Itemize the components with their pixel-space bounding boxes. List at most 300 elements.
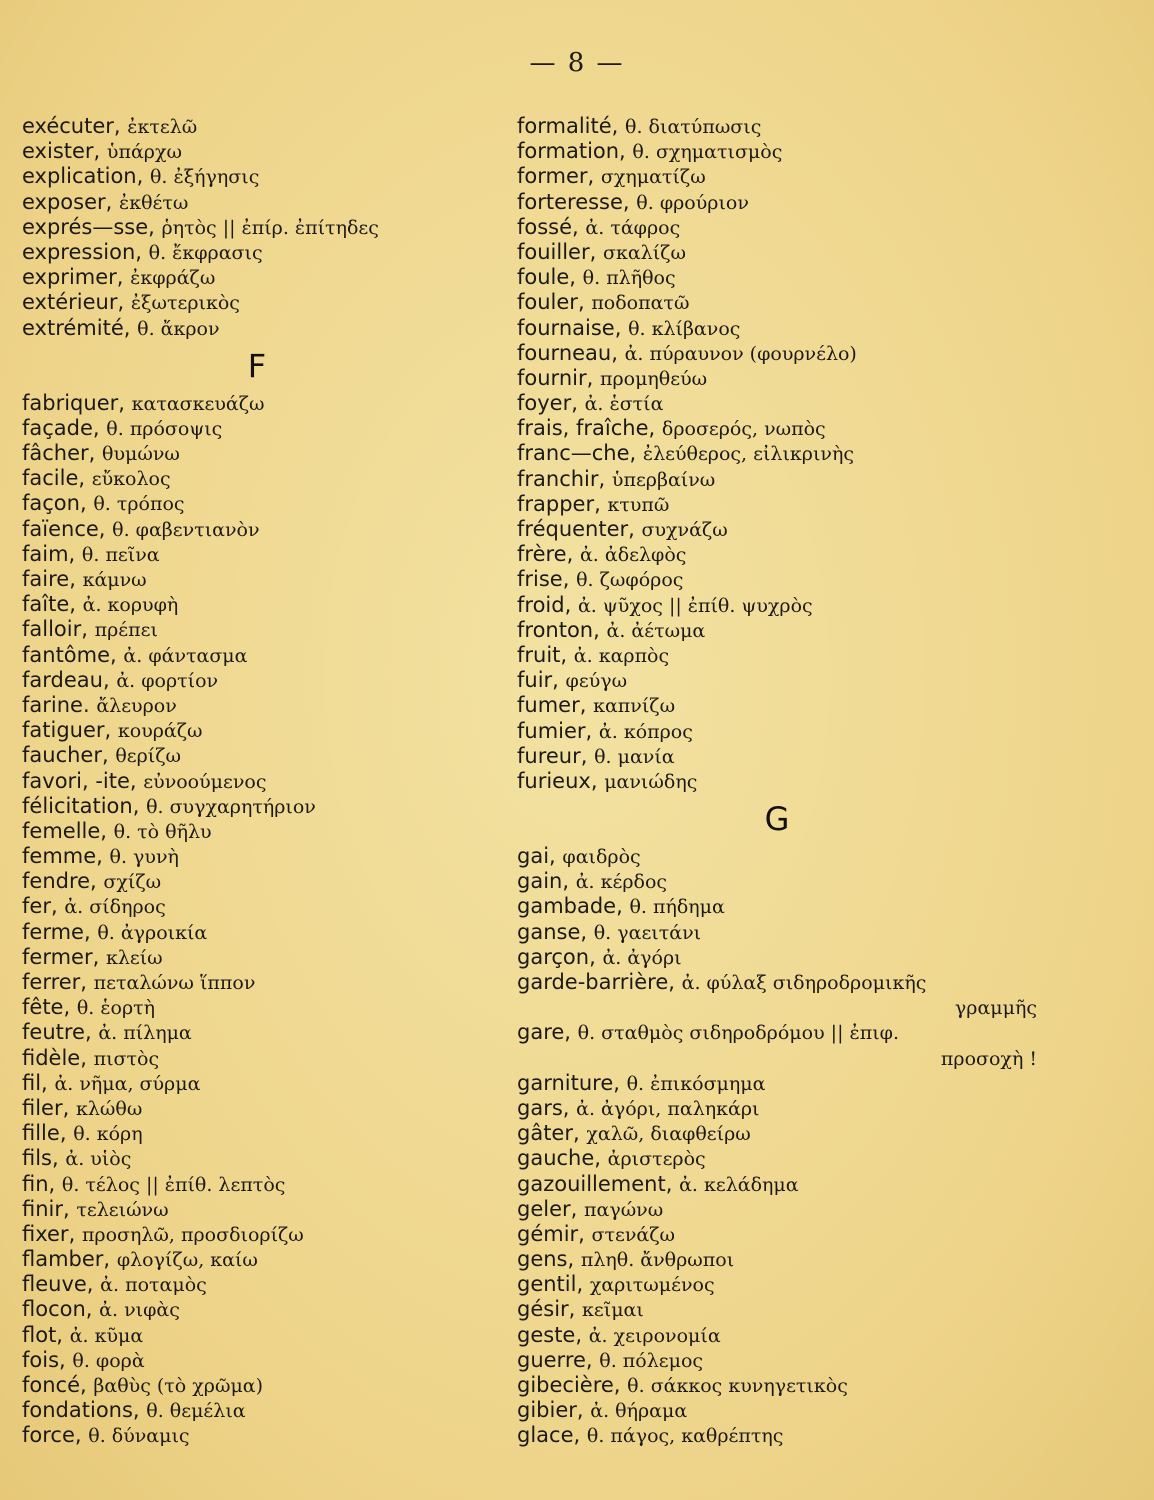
french-headword: exprimer, xyxy=(22,265,124,290)
greek-translation: θ. πλῆθος xyxy=(582,267,676,290)
greek-translation: προσηλῶ, προσδιορίζω xyxy=(81,1223,304,1246)
greek-translation: χαριτωμένος xyxy=(589,1274,715,1297)
dictionary-entry xyxy=(22,718,492,743)
dictionary-entry xyxy=(517,1423,1037,1448)
entry-continuation xyxy=(517,995,1037,1020)
french-headword: exposer, xyxy=(22,189,113,214)
french-headword: fournir, xyxy=(517,365,594,390)
dictionary-entry xyxy=(517,1398,1037,1423)
dictionary-entry xyxy=(22,693,492,718)
french-headword: gare, xyxy=(517,1020,571,1045)
dictionary-entry xyxy=(22,945,492,970)
french-headword: félicitation, xyxy=(22,793,140,818)
dictionary-entry xyxy=(22,995,492,1020)
dictionary-entry xyxy=(517,139,1037,164)
french-headword: filer, xyxy=(22,1095,70,1120)
french-headword: fossé, xyxy=(517,214,579,239)
greek-translation: κεῖμαι xyxy=(582,1299,644,1322)
dictionary-entry xyxy=(22,894,492,919)
greek-translation: πεταλώνω ἵππον xyxy=(93,972,256,994)
greek-translation: σχίζω xyxy=(103,871,162,894)
french-headword: gibecière, xyxy=(517,1373,621,1397)
dictionary-entry xyxy=(517,1146,1037,1171)
greek-translation: θ. πήδημα xyxy=(629,896,725,919)
french-headword: guerre, xyxy=(517,1347,593,1372)
french-headword: fruit, xyxy=(517,642,568,667)
french-headword: fabriquer, xyxy=(22,390,125,415)
greek-translation: πιστὸς xyxy=(93,1047,160,1070)
greek-translation: σχηματίζω xyxy=(600,166,706,189)
greek-translation: θ. συγχαρητήριον xyxy=(146,795,316,818)
french-headword: frais, fraîche, xyxy=(517,416,656,441)
dictionary-entry xyxy=(22,1046,492,1071)
french-headword: froid, xyxy=(517,592,572,617)
greek-translation: θ. κλίβανος xyxy=(628,317,741,340)
greek-translation: θ. κόρη xyxy=(73,1123,143,1146)
french-headword: garde-barrière, xyxy=(517,970,675,994)
french-headword: fumer, xyxy=(517,693,587,718)
greek-translation: θερίζω xyxy=(115,745,182,768)
entry-continuation xyxy=(517,1046,1037,1071)
dictionary-entry xyxy=(517,970,1037,995)
french-headword: fâcher, xyxy=(22,441,96,466)
dictionary-entry xyxy=(517,1096,1037,1121)
greek-translation: ἀ. ἀγόρι xyxy=(602,946,682,969)
dictionary-entry xyxy=(517,316,1037,341)
greek-translation: ὑπάρχω xyxy=(106,141,182,164)
french-headword: former, xyxy=(517,164,595,189)
greek-translation: δροσερός, νωπὸς xyxy=(661,418,826,441)
french-headword: gain, xyxy=(517,869,570,894)
greek-translation: ὑπερβαίνω xyxy=(611,468,716,491)
french-headword: flamber, xyxy=(22,1247,111,1272)
french-headword: fuir, xyxy=(517,668,559,693)
greek-translation: πρέπει xyxy=(94,619,158,642)
greek-translation: ποδοπατῶ xyxy=(591,292,690,315)
greek-translation: χαλῶ, διαφθείρω xyxy=(586,1123,751,1146)
greek-translation: θ. θεμέλια xyxy=(146,1400,246,1423)
french-headword: fantôme, xyxy=(22,642,117,667)
dictionary-entry xyxy=(517,1348,1037,1373)
greek-translation: βαθὺς (τὸ χρῶμα) xyxy=(93,1375,264,1397)
dictionary-entry xyxy=(22,466,492,491)
french-headword: fils, xyxy=(22,1146,59,1171)
dictionary-entry xyxy=(517,1247,1037,1272)
french-headword: fer, xyxy=(22,894,58,919)
french-headword: fournaise, xyxy=(517,315,622,340)
dictionary-entry xyxy=(22,114,492,139)
greek-translation: ἀ. φύλαξ σιδηροδρομικῆς xyxy=(681,972,927,994)
dictionary-entry xyxy=(22,491,492,516)
dictionary-entry xyxy=(22,190,492,215)
greek-translation: θ. πεῖνα xyxy=(81,543,160,566)
greek-translation: ἐκτελῶ xyxy=(127,116,198,138)
greek-translation: φλογίζω, καίω xyxy=(116,1249,258,1272)
dictionary-entry xyxy=(22,1423,492,1448)
dictionary-entry xyxy=(22,819,492,844)
greek-translation: ἀ. κῦμα xyxy=(69,1324,144,1347)
french-headword: fumier, xyxy=(517,718,593,743)
dictionary-entry xyxy=(517,1197,1037,1222)
greek-translation: εὔκολος xyxy=(91,468,171,491)
dictionary-entry xyxy=(517,593,1037,618)
french-headword: explication, xyxy=(22,164,144,189)
dictionary-entry xyxy=(517,416,1037,441)
french-headword: faucher, xyxy=(22,743,109,768)
dictionary-entry xyxy=(517,1172,1037,1197)
greek-translation: πληθ. ἄνθρωποι xyxy=(580,1249,735,1272)
dictionary-entry xyxy=(22,316,492,341)
greek-translation: ἀ. ἀγόρι, παληκάρι xyxy=(576,1097,760,1120)
greek-translation: θ. γυνὴ xyxy=(109,846,179,869)
dictionary-entry xyxy=(22,164,492,189)
french-headword: frère, xyxy=(517,542,574,567)
french-headword: ganse, xyxy=(517,919,588,944)
greek-translation: σκαλίζω xyxy=(602,241,686,264)
dictionary-entry xyxy=(22,592,492,617)
dictionary-entry xyxy=(22,139,492,164)
french-headword: foule, xyxy=(517,265,576,290)
greek-translation: ἀριστερὸς xyxy=(607,1148,706,1171)
french-headword: fendre, xyxy=(22,869,97,894)
dictionary-entry xyxy=(22,265,492,290)
greek-translation: ἀ. σίδηρος xyxy=(64,896,166,919)
french-headword: gâter, xyxy=(517,1121,580,1146)
french-headword: expression, xyxy=(22,239,142,264)
greek-translation: κλώθω xyxy=(75,1097,143,1120)
greek-translation: κλείω xyxy=(105,946,163,969)
french-headword: fête, xyxy=(22,995,71,1020)
french-headword: foncé, xyxy=(22,1373,87,1397)
greek-translation: θ. δύναμις xyxy=(88,1425,190,1448)
dictionary-entry xyxy=(22,794,492,819)
dictionary-entry xyxy=(517,441,1037,466)
french-headword: ferrer, xyxy=(22,970,87,994)
greek-translation: θ. πρόσοψις xyxy=(106,417,223,440)
dictionary-entry xyxy=(22,1323,492,1348)
greek-translation: ἀ. ἀέτωμα xyxy=(606,619,706,642)
greek-translation: προμηθεύω xyxy=(599,367,708,390)
greek-translation: καπνίζω xyxy=(593,695,676,718)
dictionary-entry xyxy=(22,391,492,416)
greek-translation: θ. διατύπωσις xyxy=(625,116,762,138)
dictionary-entry xyxy=(22,1146,492,1171)
french-headword: exprés—sse, xyxy=(22,214,155,239)
french-headword: fondations, xyxy=(22,1398,140,1423)
greek-translation: ἀ. ἑστία xyxy=(584,393,664,416)
dictionary-entry xyxy=(22,416,492,441)
greek-translation: θ. ἔκφρασις xyxy=(148,241,263,264)
french-headword: extérieur, xyxy=(22,290,125,315)
dictionary-entry xyxy=(517,945,1037,970)
french-headword: fouler, xyxy=(517,290,585,315)
greek-translation: θ. σταθμὸς σιδηροδρόμου || ἐπιφ. xyxy=(577,1022,899,1045)
dictionary-entry xyxy=(517,769,1037,794)
french-headword: fourneau, xyxy=(517,340,618,365)
french-headword: fil, xyxy=(22,1070,48,1095)
french-headword: feutre, xyxy=(22,1020,92,1045)
dictionary-entry xyxy=(22,517,492,542)
greek-translation: ἀ. κορυφὴ xyxy=(82,594,179,617)
greek-translation: ἐξωτερικὸς xyxy=(130,292,240,315)
french-headword: ferme, xyxy=(22,919,91,944)
dictionary-entry xyxy=(517,265,1037,290)
greek-translation: θ. ἀγροικία xyxy=(97,921,208,944)
french-headword: franchir, xyxy=(517,466,606,491)
greek-translation: θ. γαειτάνι xyxy=(593,921,702,944)
greek-translation: θ. ἄκρον xyxy=(137,317,220,340)
french-headword: gens, xyxy=(517,1247,575,1272)
dictionary-entry xyxy=(517,391,1037,416)
dictionary-entry xyxy=(517,894,1037,919)
greek-translation: θ. φορὰ xyxy=(72,1349,145,1372)
dictionary-entry xyxy=(22,869,492,894)
french-headword: gauche, xyxy=(517,1146,601,1171)
dictionary-entry xyxy=(517,114,1037,139)
dictionary-entry xyxy=(517,567,1037,592)
french-headword: gambade, xyxy=(517,894,623,919)
greek-translation: φεύγω xyxy=(565,670,628,693)
french-headword: geste, xyxy=(517,1322,583,1347)
greek-translation: εὐνοούμενος xyxy=(143,770,267,793)
greek-translation: ἀ. ψῦχος || ἐπίθ. ψυχρὸς xyxy=(577,594,813,617)
french-headword: façon, xyxy=(22,491,87,516)
greek-translation: θ. φαβεντιανὸν xyxy=(112,518,260,541)
french-headword: forteresse, xyxy=(517,189,630,214)
dictionary-entry xyxy=(517,668,1037,693)
greek-translation: ἀ. τάφρος xyxy=(585,216,681,239)
greek-translation: θ. σχηματισμὸς xyxy=(632,141,783,164)
greek-translation: θ. τέλος || ἐπίθ. λεπτὸς xyxy=(61,1173,286,1196)
dictionary-entry xyxy=(22,1247,492,1272)
french-headword: formalité, xyxy=(517,114,619,138)
french-headword: gentil, xyxy=(517,1272,584,1297)
french-headword: gars, xyxy=(517,1095,570,1120)
french-headword: fin, xyxy=(22,1171,56,1196)
french-headword: fidèle, xyxy=(22,1045,87,1070)
greek-translation: ἀ. φάντασμα xyxy=(123,644,248,667)
french-headword: faïence, xyxy=(22,516,106,541)
right-column xyxy=(517,114,1037,1449)
dictionary-entry xyxy=(517,1373,1037,1398)
french-headword: fureur, xyxy=(517,743,588,768)
dictionary-entry xyxy=(22,643,492,668)
greek-translation: γραμμῆς xyxy=(954,997,1037,1020)
dictionary-entry xyxy=(517,1121,1037,1146)
dictionary-entry xyxy=(22,1398,492,1423)
french-headword: flocon, xyxy=(22,1297,93,1322)
dictionary-entry xyxy=(517,1323,1037,1348)
page-number: — 8 — xyxy=(529,48,625,78)
dictionary-entry xyxy=(517,719,1037,744)
dictionary-entry xyxy=(22,1348,492,1373)
dictionary-entry xyxy=(517,618,1037,643)
greek-translation: θ. τὸ θῆλυ xyxy=(113,820,212,843)
greek-translation: τελειώνω xyxy=(76,1198,169,1221)
greek-translation: παγώνω xyxy=(584,1198,664,1221)
greek-translation: ἄλευρον xyxy=(96,694,177,717)
greek-translation: μανιώδης xyxy=(604,770,698,793)
dictionary-entry xyxy=(517,366,1037,391)
dictionary-entry xyxy=(22,668,492,693)
dictionary-entry xyxy=(22,1096,492,1121)
greek-translation: ἀ. πίλημα xyxy=(98,1022,192,1045)
greek-translation: ἐκθέτω xyxy=(119,191,189,214)
greek-translation: ἐλεύθερος, εἰλικρινὴς xyxy=(642,443,854,466)
greek-translation: ἀ. φορτίον xyxy=(116,669,219,692)
french-headword: fatiguer, xyxy=(22,718,112,743)
french-headword: gai, xyxy=(517,844,556,869)
dictionary-entry xyxy=(517,643,1037,668)
dictionary-entry xyxy=(22,290,492,315)
dictionary-entry xyxy=(517,1020,1037,1045)
dictionary-entry xyxy=(517,744,1037,769)
french-headword: femelle, xyxy=(22,818,107,843)
dictionary-entry xyxy=(22,240,492,265)
french-headword: garniture, xyxy=(517,1070,620,1095)
french-headword: garçon, xyxy=(517,944,596,969)
dictionary-entry xyxy=(22,743,492,768)
dictionary-entry xyxy=(517,341,1037,366)
left-column xyxy=(22,114,492,1449)
french-headword: flot, xyxy=(22,1322,63,1347)
greek-translation: ῥητὸς || ἐπίρ. ἐπίτηδες xyxy=(161,216,379,239)
french-headword: fréquenter, xyxy=(517,517,635,541)
french-headword: gibier, xyxy=(517,1398,584,1423)
dictionary-entry xyxy=(22,844,492,869)
french-headword: exécuter, xyxy=(22,114,121,138)
dictionary-entry xyxy=(517,517,1037,542)
french-headword: favori, -ite, xyxy=(22,768,137,793)
french-headword: formation, xyxy=(517,139,626,164)
dictionary-entry xyxy=(22,567,492,592)
dictionary-entry xyxy=(517,492,1037,517)
french-headword: faire, xyxy=(22,567,76,591)
greek-translation: ἀ. νιφὰς xyxy=(99,1299,180,1322)
dictionary-entry xyxy=(22,1020,492,1045)
french-headword: fois, xyxy=(22,1347,66,1372)
dictionary-entry xyxy=(517,190,1037,215)
greek-translation: κάμνω xyxy=(82,569,147,591)
french-headword: faîte, xyxy=(22,592,76,617)
dictionary-entry xyxy=(22,1121,492,1146)
greek-translation: ἀ. νῆμα, σύρμα xyxy=(54,1072,201,1095)
french-headword: frapper, xyxy=(517,491,601,516)
french-headword: furieux, xyxy=(517,768,598,793)
greek-translation: θ. ἐξήγησις xyxy=(149,166,260,189)
french-headword: gémir, xyxy=(517,1221,585,1246)
dictionary-entry xyxy=(517,869,1037,894)
greek-translation: θυμώνω xyxy=(102,443,180,466)
dictionary-entry xyxy=(22,441,492,466)
french-headword: fleuve, xyxy=(22,1272,94,1297)
french-headword: fouiller, xyxy=(517,239,597,264)
greek-translation: θ. μανία xyxy=(594,745,675,768)
french-headword: faim, xyxy=(22,541,76,566)
greek-translation: ἀ. καρπὸς xyxy=(573,644,670,667)
french-headword: femme, xyxy=(22,844,103,869)
french-headword: foyer, xyxy=(517,391,578,416)
greek-translation: ἀ. ποταμὸς xyxy=(100,1274,207,1297)
greek-translation: θ. πάγος, καθρέπτης xyxy=(586,1425,784,1448)
greek-translation: θ. φρούριον xyxy=(636,191,749,214)
dictionary-entry xyxy=(517,290,1037,315)
greek-translation: κτυπῶ xyxy=(607,493,670,516)
dictionary-entry xyxy=(22,970,492,995)
dictionary-entry xyxy=(22,215,492,240)
dictionary-entry xyxy=(517,542,1037,567)
greek-translation: κατασκευάζω xyxy=(131,392,265,415)
dictionary-entry xyxy=(517,844,1037,869)
greek-translation: κουράζω xyxy=(117,720,203,743)
french-headword: gazouillement, xyxy=(517,1171,673,1196)
french-headword: fille, xyxy=(22,1121,67,1146)
dictionary-entry xyxy=(517,1297,1037,1322)
french-headword: farine. xyxy=(22,692,90,717)
french-headword: gésir, xyxy=(517,1297,576,1322)
greek-translation: ἀ. κόπρος xyxy=(598,720,693,743)
dictionary-entry xyxy=(22,542,492,567)
french-headword: façade, xyxy=(22,415,100,440)
greek-translation: θ. ἐπικόσμημα xyxy=(626,1072,766,1095)
french-headword: exister, xyxy=(22,139,101,164)
section-letter: G xyxy=(764,800,790,839)
dictionary-entry xyxy=(22,1071,492,1096)
dictionary-entry xyxy=(517,215,1037,240)
french-headword: force, xyxy=(22,1423,82,1448)
dictionary-entry xyxy=(22,1297,492,1322)
greek-translation: συχνάζω xyxy=(641,519,728,541)
dictionary-entry xyxy=(517,240,1037,265)
section-letter: F xyxy=(247,346,267,385)
greek-translation: θ. τρόπος xyxy=(93,493,185,516)
greek-translation: ἀ. χειρονομία xyxy=(588,1324,721,1347)
dictionary-entry xyxy=(517,164,1037,189)
french-headword: franc—che, xyxy=(517,441,637,466)
dictionary-entry xyxy=(22,769,492,794)
greek-translation: θ. σάκκος κυνηγετικὸς xyxy=(627,1375,848,1397)
french-headword: fardeau, xyxy=(22,667,110,692)
dictionary-entry xyxy=(22,1222,492,1247)
greek-translation: θ. ἑορτὴ xyxy=(76,997,156,1020)
greek-translation: φαιδρὸς xyxy=(562,846,641,869)
greek-translation: ἀ. κέρδος xyxy=(575,871,668,894)
greek-translation: ἀ. ἀδελφὸς xyxy=(579,544,687,567)
french-headword: finir, xyxy=(22,1196,70,1221)
french-headword: fermer, xyxy=(22,944,100,969)
dictionary-entry xyxy=(517,920,1037,945)
dictionary-entry xyxy=(517,1071,1037,1096)
greek-translation: ἐκφράζω xyxy=(130,267,216,290)
french-headword: glace, xyxy=(517,1423,581,1448)
greek-translation: ἀ. υἱὸς xyxy=(65,1148,132,1171)
dictionary-entry xyxy=(517,467,1037,492)
greek-translation: προσοχὴ ! xyxy=(940,1047,1037,1070)
greek-translation: στενάζω xyxy=(591,1223,676,1246)
french-headword: facile, xyxy=(22,466,86,491)
french-headword: fixer, xyxy=(22,1221,76,1246)
dictionary-entry xyxy=(517,1272,1037,1297)
french-headword: frise, xyxy=(517,567,570,592)
greek-translation: ἀ. θήραμα xyxy=(590,1400,688,1423)
dictionary-entry xyxy=(517,693,1037,718)
greek-translation: θ. ζωφόρος xyxy=(576,569,684,592)
dictionary-entry xyxy=(517,1222,1037,1247)
dictionary-entry xyxy=(22,920,492,945)
dictionary-entry xyxy=(22,1373,492,1398)
dictionary-entry xyxy=(22,1272,492,1297)
greek-translation: θ. πόλεμος xyxy=(599,1349,704,1372)
